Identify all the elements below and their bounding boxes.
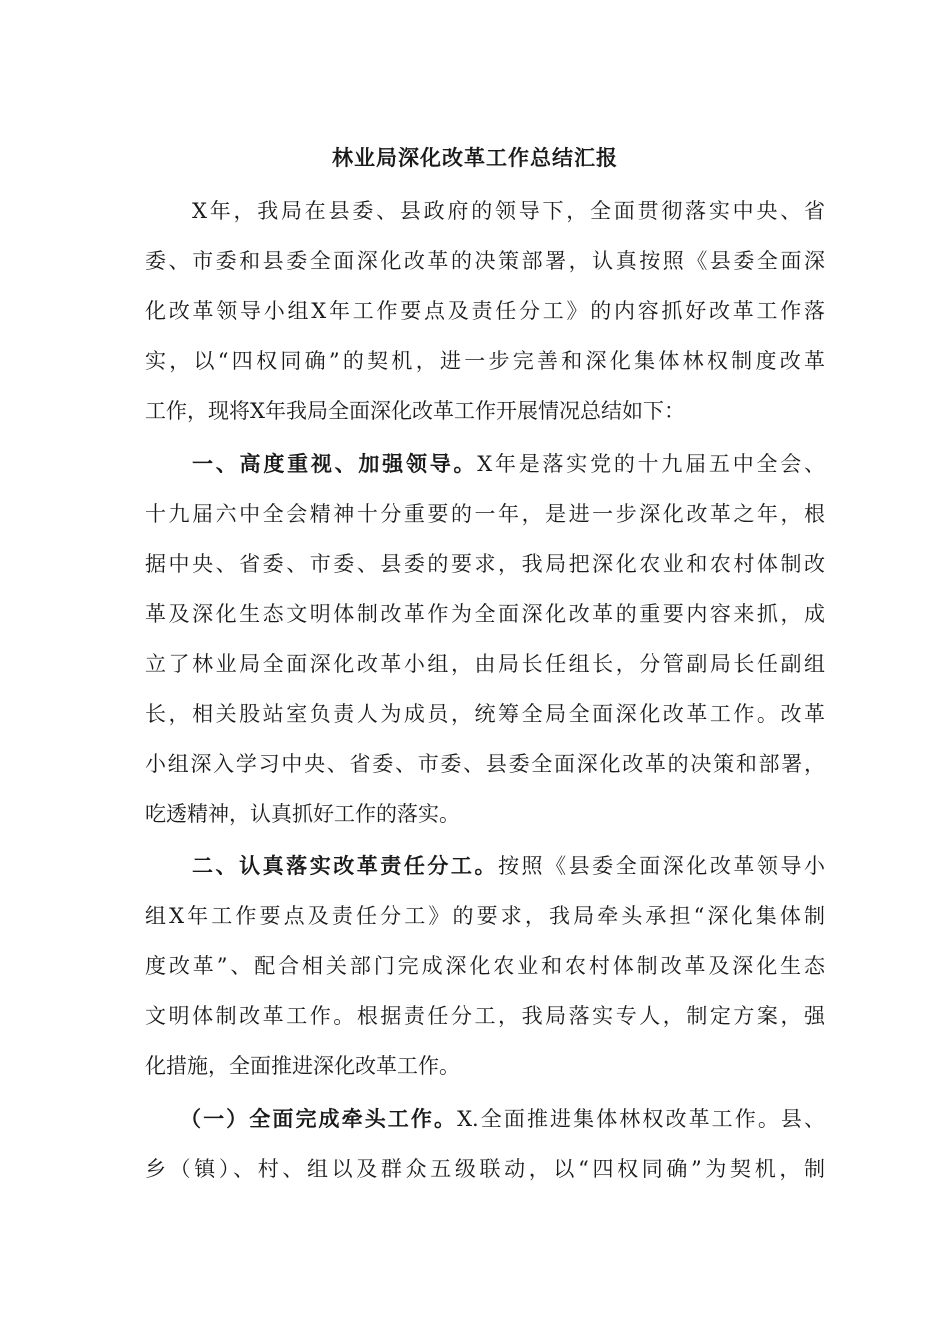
paragraph-line: 工作，现将X年我局全面深化改革工作开展情况总结如下： (145, 399, 685, 423)
paragraph-line: 乡（镇）、村、组以及群众五级联动，以“四权同确”为契机，制 (145, 1157, 825, 1181)
paragraph-line: 吃透精神，认真抓好工作的落实。 (145, 802, 460, 826)
paragraph-line: 组X年工作要点及责任分工》的要求，我局牵头承担“深化集体制 (145, 904, 825, 928)
paragraph-text: 按照《县委全面深化改革领导小 (498, 854, 825, 878)
paragraph-line: 十九届六中全会精神十分重要的一年，是进一步深化改革之年，根 (145, 502, 825, 526)
paragraph-line: 化改革领导小组X年工作要点及责任分工》的内容抓好改革工作落 (145, 299, 825, 323)
paragraph-text: X.全面推进集体林权改革工作。县、 (457, 1107, 826, 1131)
paragraph-line: 长，相关股站室负责人为成员，统筹全局全面深化改革工作。改革 (145, 702, 825, 726)
paragraph-line: 据中央、省委、市委、县委的要求，我局把深化农业和农村体制改 (145, 552, 825, 576)
paragraph-line: 化措施，全面推进深化改革工作。 (145, 1054, 460, 1078)
paragraph-line: 小组深入学习中央、省委、市委、县委全面深化改革的决策和部署， (145, 752, 825, 776)
paragraph-line: 文明体制改革工作。根据责任分工，我局落实专人，制定方案，强 (145, 1004, 825, 1028)
paragraph-line: 度改革”、配合相关部门完成深化农业和农村体制改革及深化生态 (145, 954, 825, 978)
section-heading: 一、高度重视、加强领导。 (192, 451, 478, 476)
paragraph-line: 实，以“四权同确”的契机，进一步完善和深化集体林权制度改革 (145, 349, 825, 373)
section-2-first-line (192, 851, 825, 881)
document-title: 林业局深化改革工作总结汇报 (332, 145, 618, 170)
section-heading: 二、认真落实改革责任分工。 (192, 853, 498, 878)
paragraph-line: 委、市委和县委全面深化改革的决策部署，认真按照《县委全面深 (145, 249, 825, 273)
paragraph-line: 革及深化生态文明体制改革作为全面深化改革的重要内容来抓，成 (145, 602, 825, 626)
paragraph-line: X年，我局在县委、县政府的领导下，全面贯彻落实中央、省 (192, 199, 825, 223)
section-1-first-line (192, 449, 825, 479)
paragraph-text: X年是落实党的十九届五中全会、 (477, 452, 826, 476)
subsection-heading: （一）全面完成牵头工作。 (180, 1106, 458, 1131)
paragraph-line: 立了林业局全面深化改革小组，由局长任组长，分管副局长任副组 (145, 652, 825, 676)
subsection-1-first-line (180, 1104, 825, 1134)
